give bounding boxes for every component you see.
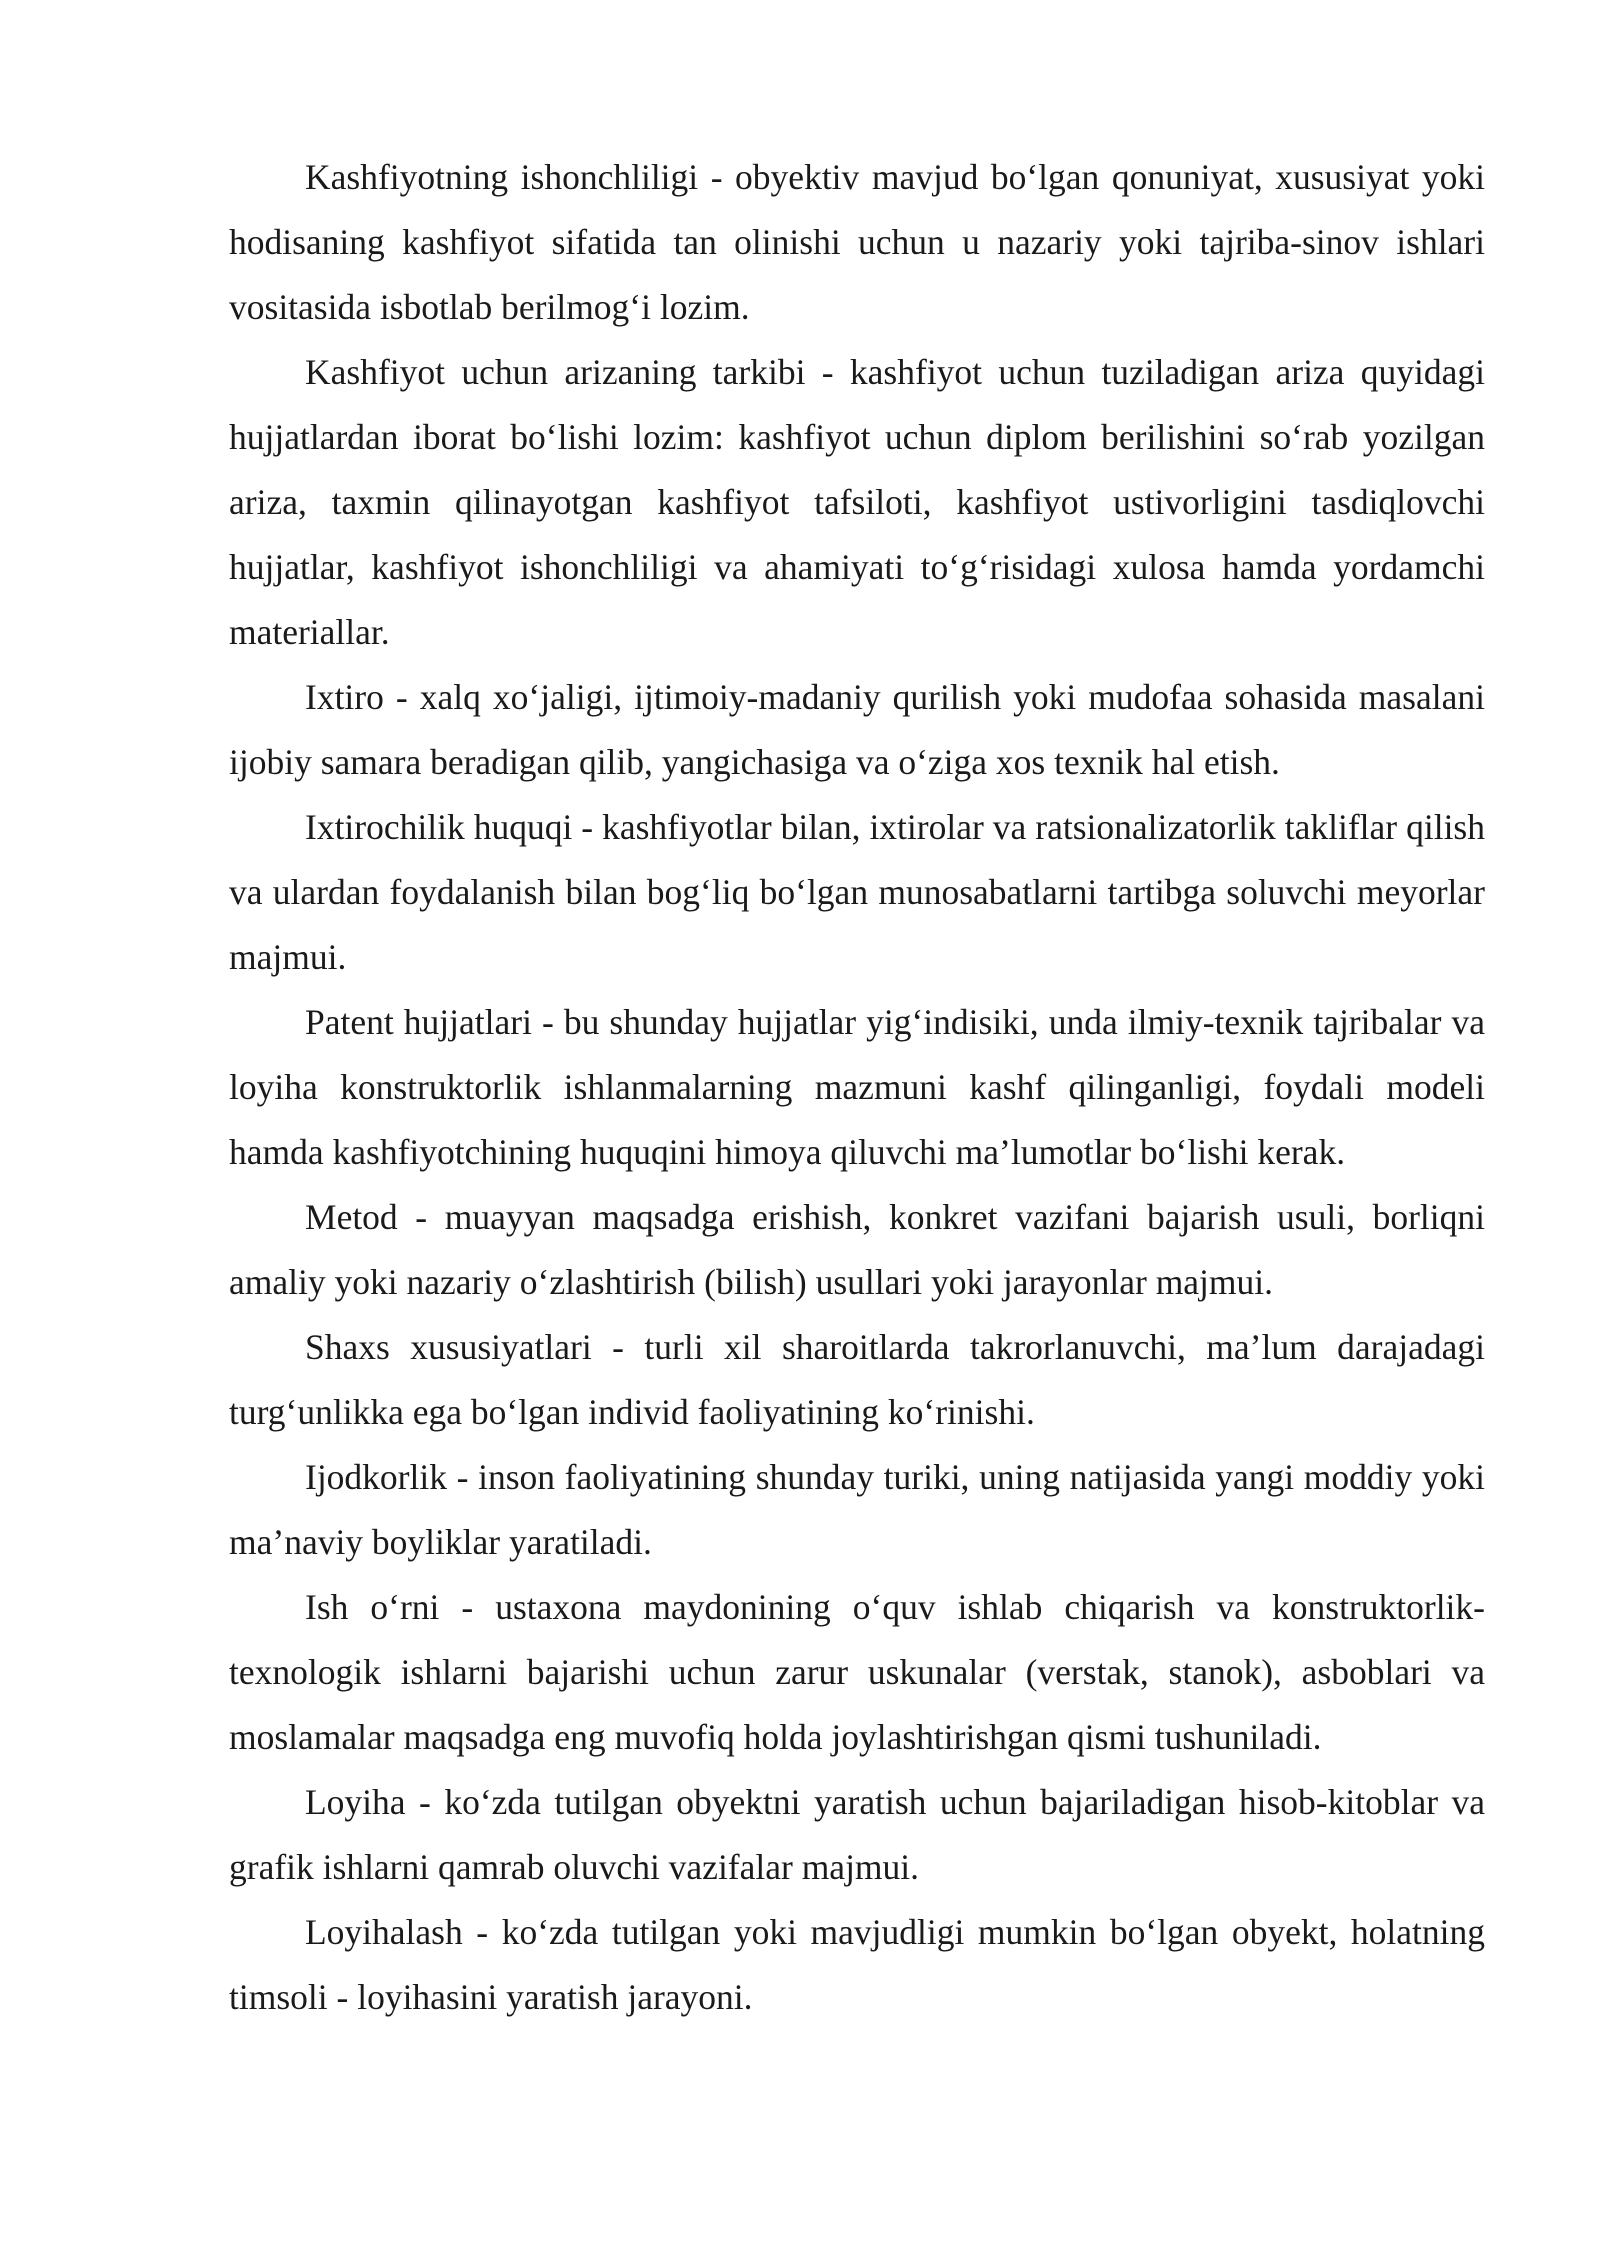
paragraph-kashfiyot-arizaning-tarkibi: Kashfiyot uchun arizaning tarkibi - kashfiyot uchun tuziladigan ariza quyidagi hujjatlardan iborat bo‘lishi lozim: kashfiyot uchun diplom berilishini so‘rab yozilgan ariza, taxmin qilinayotgan kashfiyot tafsiloti, kashfiyot ustivorligini tasdiqlovchi hujjatlar, kashfiyot ishonchliligi va ahamiyati to‘g‘risidagi xulosa hamda yordamchi materiallar. <box>229 352 1485 652</box>
paragraph-ixtiro: Ixtiro - xalq xo‘jaligi, ijtimoiy-madaniy qurilish yoki mudofaa sohasida masalani ijobiy samara beradigan qilib, yangichasiga va o‘ziga xos texnik hal etish. <box>229 677 1485 782</box>
document-body <box>229 145 1485 2030</box>
paragraph-loyihalash: Loyihalash - ko‘zda tutilgan yoki mavjudligi mumkin bo‘lgan obyekt, holatning timsoli - loyihasini yaratish jarayoni. <box>229 1912 1485 2017</box>
paragraph-metod: Metod - muayyan maqsadga erishish, konkret vazifani bajarish usuli, borliqni amaliy yoki nazariy o‘zlashtirish (bilish) usullari yoki jarayonlar majmui. <box>229 1197 1485 1302</box>
paragraph-ixtirochilik-huquqi: Ixtirochilik huquqi - kashfiyotlar bilan, ixtirolar va ratsionalizatorlik takliflar qilish va ulardan foydalanish bilan bog‘liq bo‘lgan munosabatlarni tartibga soluvchi meyorlar majmui. <box>229 807 1485 977</box>
paragraph-patent-hujjatlari: Patent hujjatlari - bu shunday hujjatlar yig‘indisiki, unda ilmiy-texnik tajribalar va loyiha konstruktorlik ishlanmalarning mazmuni kashf qilinganligi, foydali modeli hamda kashfiyotchining huquqini himoya qiluvchi ma’lumotlar bo‘lishi kerak. <box>229 1002 1485 1172</box>
paragraph-ish-orni: Ish o‘rni - ustaxona maydonining o‘quv ishlab chiqarish va konstruktorlik-texnologik ishlarni bajarishi uchun zarur uskunalar (verstak, stanok), asboblari va moslamalar maqsadga eng muvofiq holda joylashtirishgan qismi tushuniladi. <box>229 1587 1485 1757</box>
paragraph-ijodkorlik: Ijodkorlik - inson faoliyatining shunday turiki, uning natijasida yangi moddiy yoki ma’naviy boyliklar yaratiladi. <box>229 1457 1485 1562</box>
paragraph-kashfiyotning-ishonchliligi: Kashfiyotning ishonchliligi - obyektiv mavjud bo‘lgan qonuniyat, xususiyat yoki hodisaning kashfiyot sifatida tan olinishi uchun u nazariy yoki tajriba-sinov ishlari vositasida isbotlab berilmog‘i lozim. <box>229 157 1485 327</box>
paragraph-loyiha: Loyiha - ko‘zda tutilgan obyektni yaratish uchun bajariladigan hisob-kitoblar va grafik ishlarni qamrab oluvchi vazifalar majmui. <box>229 1782 1485 1887</box>
paragraph-shaxs-xususiyatlari: Shaxs xususiyatlari - turli xil sharoitlarda takrorlanuvchi, ma’lum darajadagi turg‘unlikka ega bo‘lgan individ faoliyatining ko‘rinishi. <box>229 1327 1485 1432</box>
